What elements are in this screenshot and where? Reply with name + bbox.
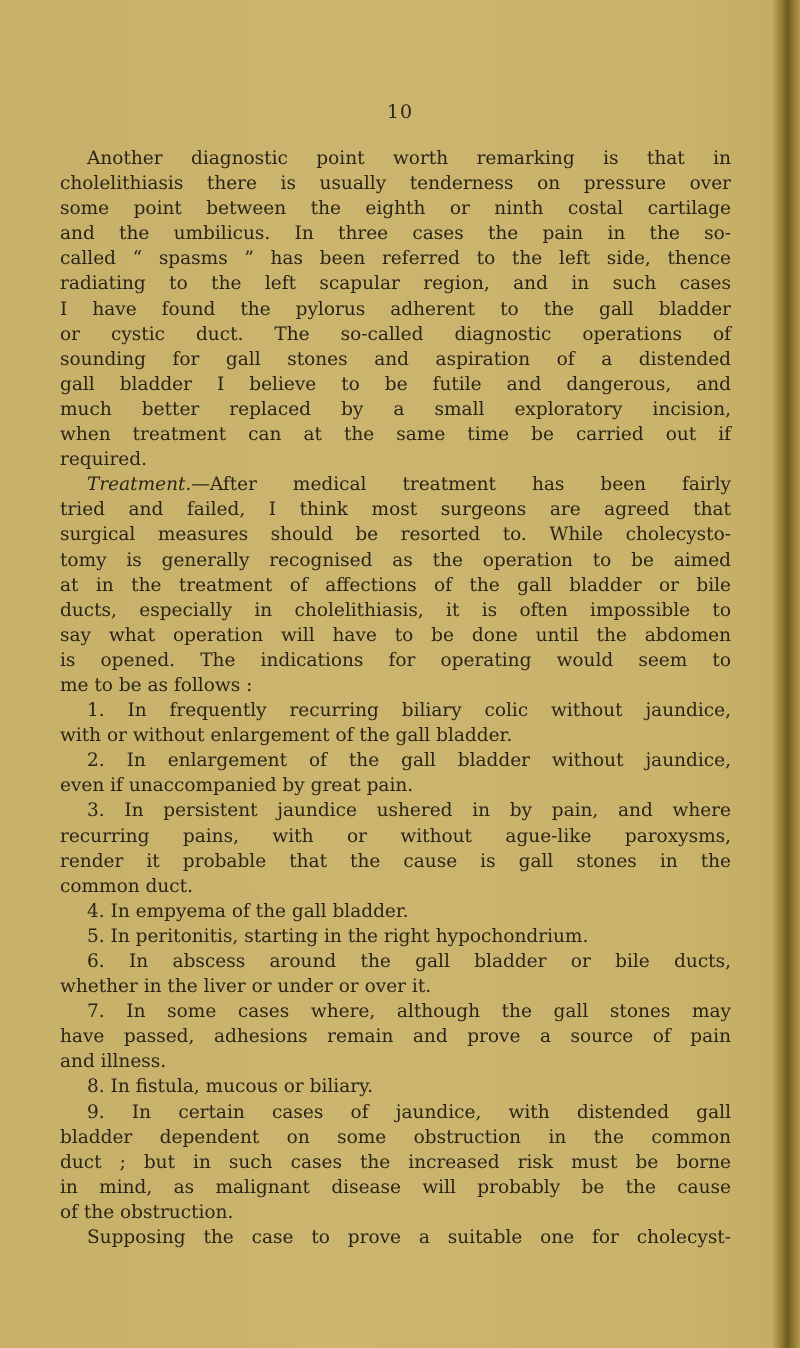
text-line: gall bladder I believe to be futile and dangerous, and: [60, 373, 731, 395]
text-line: and illness.: [60, 1051, 167, 1073]
text-line: cholelithiasis there is usually tenderness on pressure over: [60, 173, 731, 195]
text-line: 5. In peritonitis, starting in the right hypochondrium.: [87, 925, 589, 947]
text-line: 7. In some cases where, although the gall stones may: [87, 1001, 731, 1023]
text-line: at in the treatment of affections of the gall bladder or bile: [60, 574, 731, 596]
paragraph: [60, 1225, 731, 1250]
text-line: surgical measures should be resorted to. While cholecysto-: [60, 524, 731, 546]
section-heading: Treatment.: [87, 474, 192, 496]
text-line: 4. In empyema of the gall bladder.: [87, 900, 409, 922]
text-line: render it probable that the cause is gall stones in the: [60, 850, 731, 872]
text-line: of the obstruction.: [60, 1201, 234, 1223]
text-line: and the umbilicus. In three cases the pain in the so-: [60, 223, 731, 245]
text-line: me to be as follows :: [60, 674, 253, 696]
text-line: bladder dependent on some obstruction in the common: [60, 1126, 731, 1148]
text-line: whether in the liver or under or over it.: [60, 976, 432, 998]
text-line: Another diagnostic point worth remarking is that in: [87, 148, 731, 169]
paragraph: [60, 949, 731, 999]
paragraph: [60, 999, 731, 1074]
paragraph: [60, 1100, 731, 1225]
text-line: in mind, as malignant disease will probably be the cause: [60, 1176, 731, 1198]
text-line: I have found the pylorus adherent to the gall bladder: [60, 298, 731, 320]
paragraph: [60, 472, 731, 698]
paragraph: [60, 798, 731, 898]
text-line: radiating to the left scapular region, and in such cases: [60, 273, 731, 295]
text-line: 8. In fistula, mucous or biliary.: [87, 1076, 373, 1098]
text-line: duct ; but in such cases the increased risk must be borne: [60, 1151, 731, 1173]
text-line: sounding for gall stones and aspiration of a distended: [60, 348, 731, 370]
text-line: 3. In persistent jaundice ushered in by pain, and where: [87, 800, 731, 822]
text-line: recurring pains, with or without ague-like paroxysms,: [60, 825, 731, 847]
text-line: Supposing the case to prove a suitable one for cholecyst-: [87, 1227, 731, 1249]
paragraph: [60, 146, 731, 472]
text-line: 6. In abscess around the gall bladder or bile ducts,: [87, 951, 731, 972]
paragraph: [60, 748, 731, 798]
text-line: 9. In certain cases of jaundice, with distended gall: [87, 1101, 731, 1123]
paragraph: [60, 899, 731, 924]
text-line: 1. In frequently recurring biliary colic without jaundice,: [87, 700, 731, 722]
text-line: [60, 472, 731, 497]
text-line: called “ spasms ” has been referred to the left side, thence: [60, 248, 731, 270]
book-spine-edge: [772, 0, 800, 1348]
text-line: 2. In enlargement of the gall bladder without jaundice,: [87, 750, 731, 772]
text-line: when treatment can at the same time be carried out if: [60, 424, 731, 446]
text-line: or cystic duct. The so-called diagnostic operations of: [60, 323, 731, 345]
text-line: tomy is generally recognised as the operation to be aimed: [60, 549, 731, 571]
paragraph: [60, 1074, 731, 1099]
body-text: [60, 146, 731, 1250]
text-line-rest: —After medical treatment has been fairly: [191, 474, 731, 496]
paragraph: [60, 698, 731, 748]
text-line: is opened. The indications for operating would seem to: [60, 649, 731, 671]
text-line: say what operation will have to be done until the abdomen: [60, 624, 731, 646]
text-line: even if unaccompanied by great pain.: [60, 775, 414, 797]
page-number: 10: [386, 101, 414, 123]
text-line: required.: [60, 449, 147, 471]
text-line: with or without enlargement of the gall bladder.: [60, 725, 513, 747]
text-line: have passed, adhesions remain and prove a source of pain: [60, 1026, 731, 1048]
text-line: much better replaced by a small exploratory incision,: [60, 398, 731, 420]
paragraph: [60, 924, 731, 949]
text-line: some point between the eighth or ninth costal cartilage: [60, 198, 731, 220]
text-line: common duct.: [60, 875, 193, 897]
text-line: tried and failed, I think most surgeons are agreed that: [60, 499, 731, 521]
text-line: ducts, especially in cholelithiasis, it is often impossible to: [60, 599, 731, 621]
